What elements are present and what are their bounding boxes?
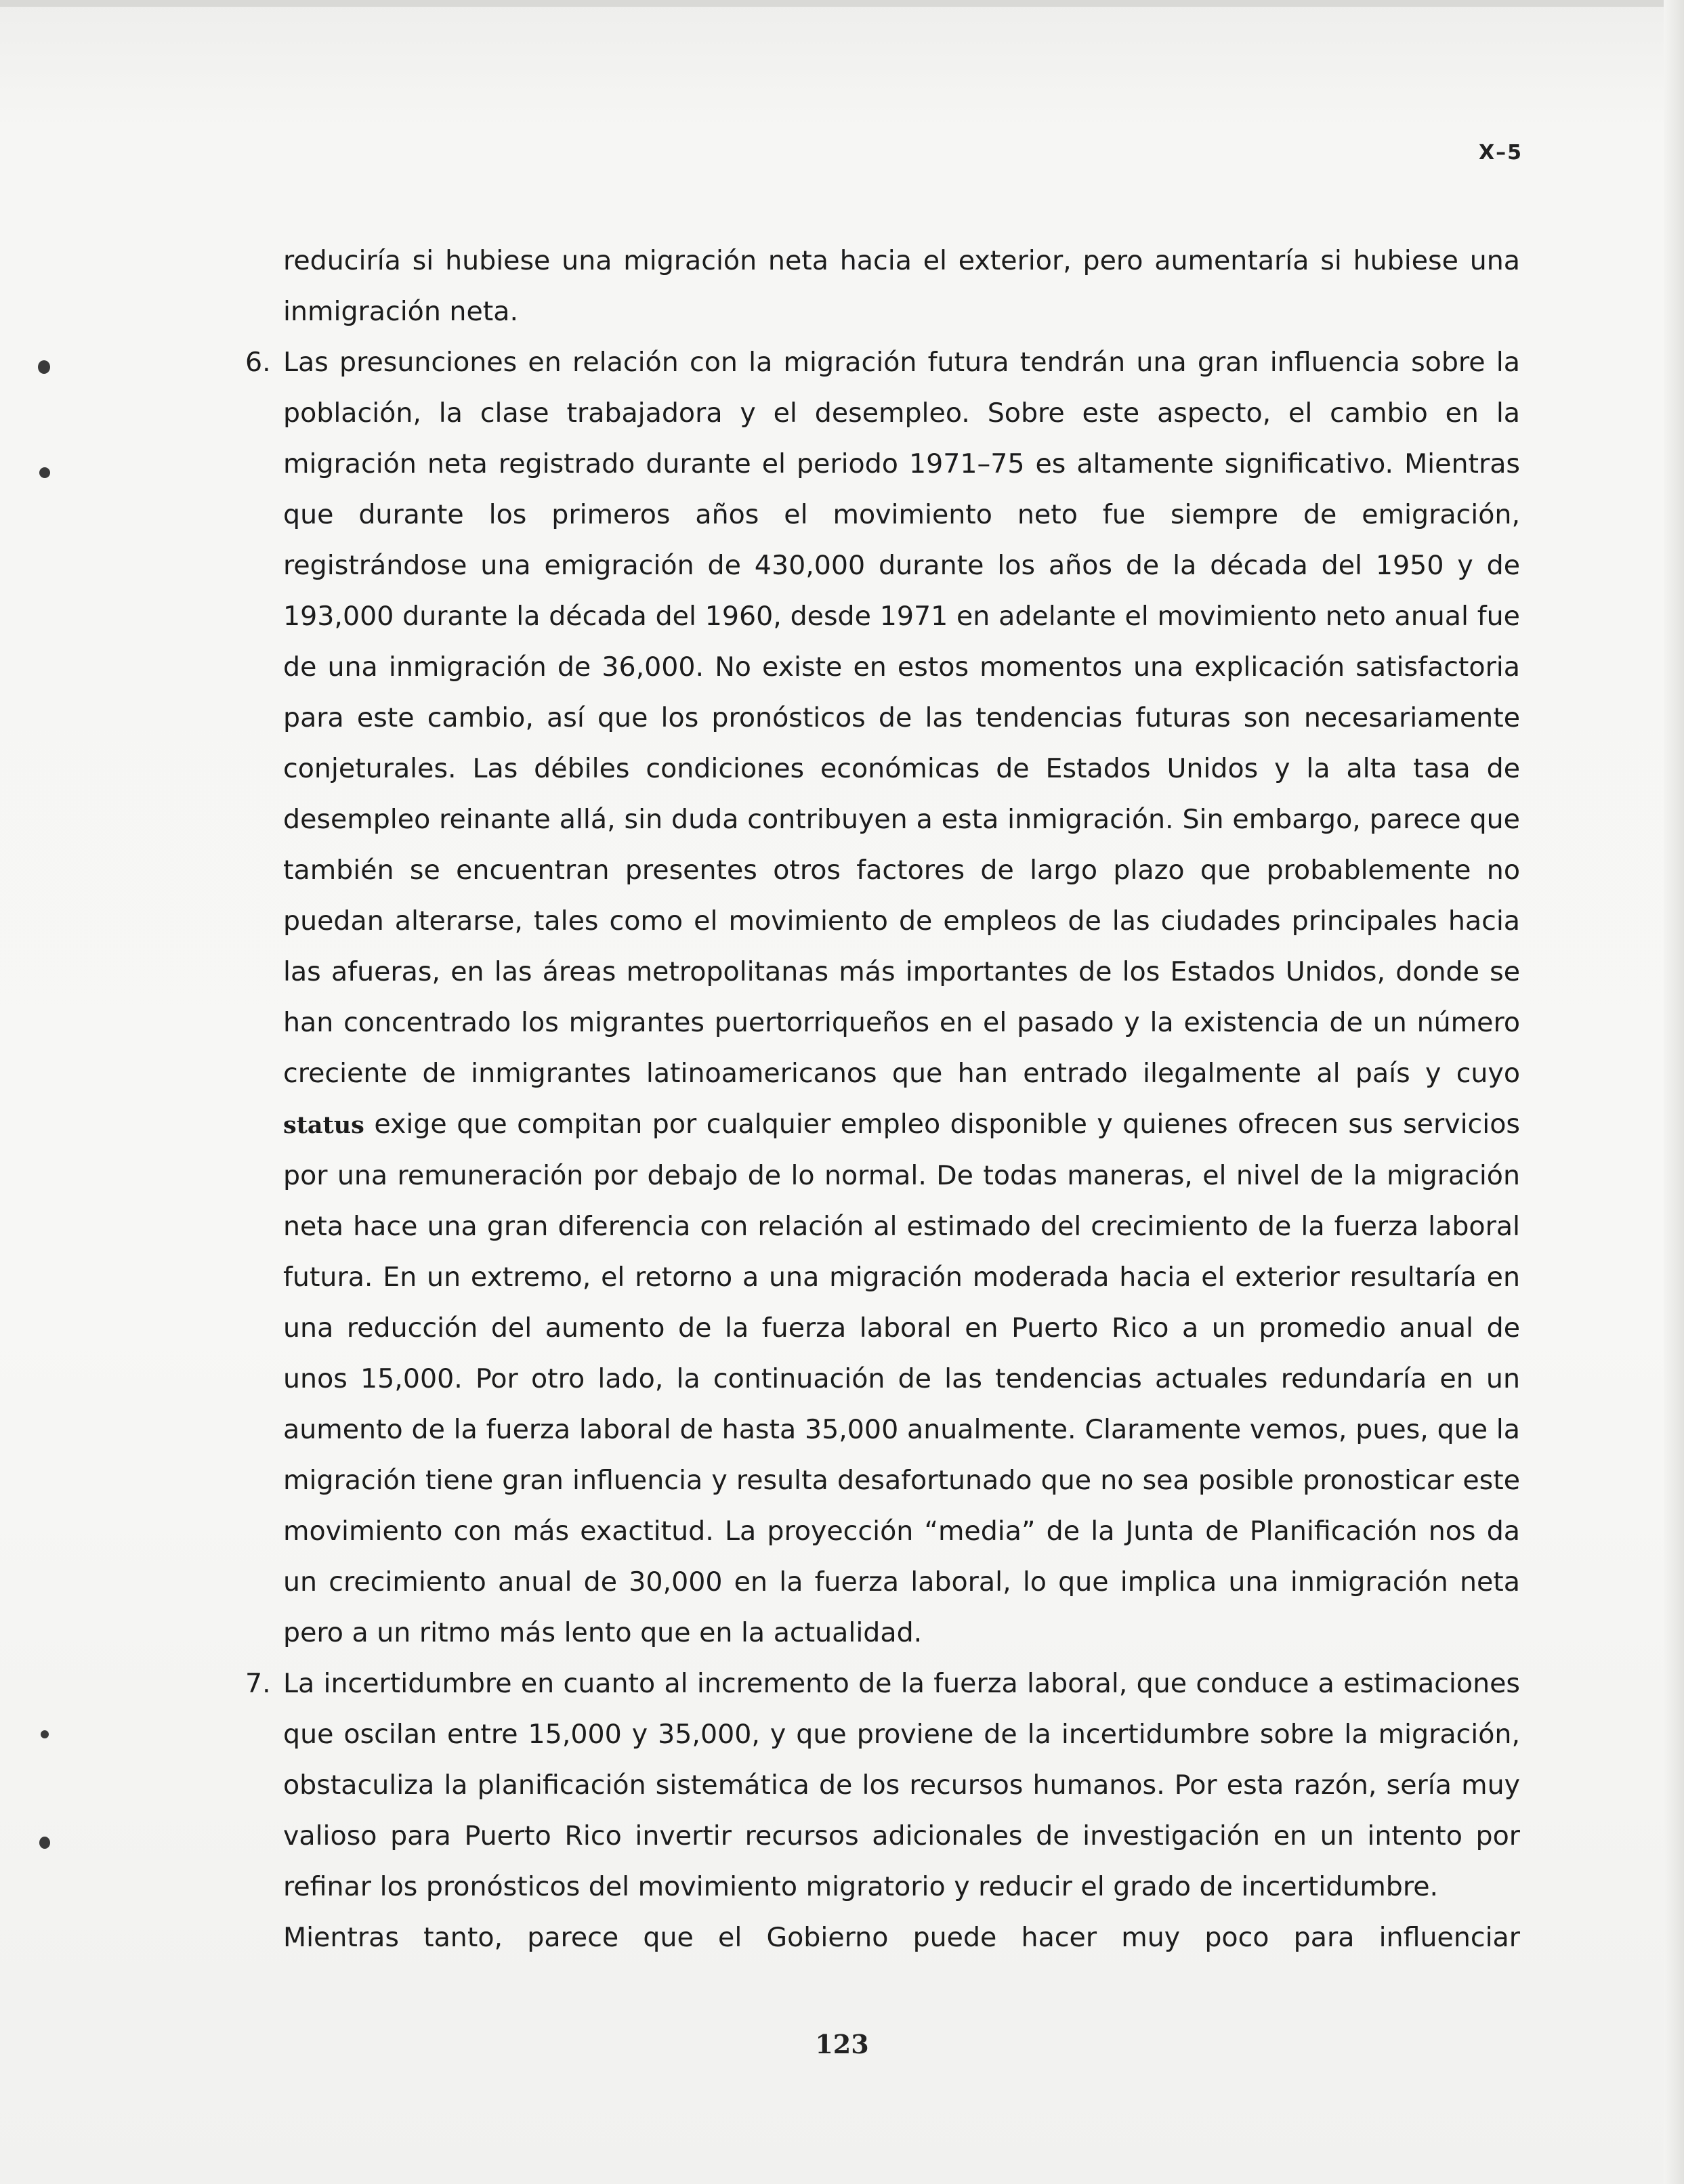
binding-hole-mark [38, 360, 50, 374]
item-7-text: La incertidumbre en cuanto al incremento de la fuerza laboral, que conduce a estimaciones que oscilan entre 15,000 y 35,000, y que proviene de la incertidumbre sobre la migración, obstaculiza la planificación sistemática de los recursos humanos. Por esta razón, sería muy valioso para Puerto Rico invertir recursos adicionales de investigación en un intento por refinar los pronósticos del movimiento migratorio y reducir el grado de incertidumbre. [283, 1668, 1520, 1902]
binding-hole-mark [39, 467, 50, 478]
page-number: 123 [815, 2029, 869, 2059]
list-item-7 [245, 1658, 1520, 1963]
item-6-text [283, 337, 1520, 1658]
item-number: 7. [245, 1668, 271, 1699]
page-code: X–5 [1478, 141, 1523, 165]
binding-hole-mark [41, 1730, 49, 1738]
item-number: 6. [245, 347, 271, 378]
page-top-edge [0, 0, 1684, 7]
continued-paragraph: reduciría si hubiese una migración neta hacia el exterior, pero aumentaría si hubiese una inmigración neta. [283, 245, 1520, 327]
binding-hole-mark [39, 1837, 50, 1849]
item-6-text-part1: Las presunciones en relación con la migración futura tendrán una gran influencia sobre la población, la clase trabajadora y el desempleo. Sobre este aspecto, el cambio en la migración neta registrado durante el periodo 1971–75 es altamente significativo. Mientras que durante los primeros años el movimiento neto fue siempre de emigración, registrándose una emigración de 430,000 durante los años de la década del 1950 y de 193,000 durante la década del 1960, desde 1971 en adelante el movimiento neto anual fue de una inmigración de 36,000. No existe en estos momentos una explicación satisfactoria para este cambio, así que los pronósticos de las tendencias futuras son necesariamente conjeturales. Las débiles condiciones económicas de Estados Unidos y la alta tasa de desempleo reinante allá, sin duda contribuyen a esta inmigración. Sin embargo, parece que también se encuentran presentes otros factores de largo plazo que probablemente no puedan alterarse, tales como el movimiento de empleos de las ciudades principales hacia las afueras, en las áreas metropolitanas más importantes de los Estados Unidos, donde se han concentrado los migrantes puertorriqueños en el pasado y la existencia de un número creciente de inmigrantes latinoamericanos que han entrado ilegalmente al país y cuyo [283, 347, 1520, 1089]
status-word: status [283, 1111, 364, 1139]
body-text [245, 236, 1520, 1963]
page-right-edge [1664, 0, 1684, 2184]
list-item-6 [245, 337, 1520, 1658]
item-6-text-part2: exige que compitan por cualquier empleo disponible y quienes ofrecen sus servicios por una remuneración por debajo de lo normal. De todas maneras, el nivel de la migración neta hace una gran diferencia con relación al estimado del crecimiento de la fuerza laboral futura. En un extremo, el retorno a una migración moderada hacia el exterior resultaría en una reducción del aumento de la fuerza laboral en Puerto Rico a un promedio anual de unos 15,000. Por otro lado, la continuación de las tendencias actuales redundaría en un aumento de la fuerza laboral de hasta 35,000 anualmente. Claramente vemos, pues, que la migración tiene gran influencia y resulta desafortunado que no sea posible pronosticar este movimiento con más exactitud. La proyección “media” de la Junta de Planificación nos da un crecimiento anual de 30,000 en la fuerza laboral, lo que implica una inmigración neta pero a un ritmo más lento que en la actualidad. [283, 1109, 1520, 1648]
item-7-continuation: Mientras tanto, parece que el Gobierno puede hacer muy poco para influenciar [283, 1922, 1520, 1953]
